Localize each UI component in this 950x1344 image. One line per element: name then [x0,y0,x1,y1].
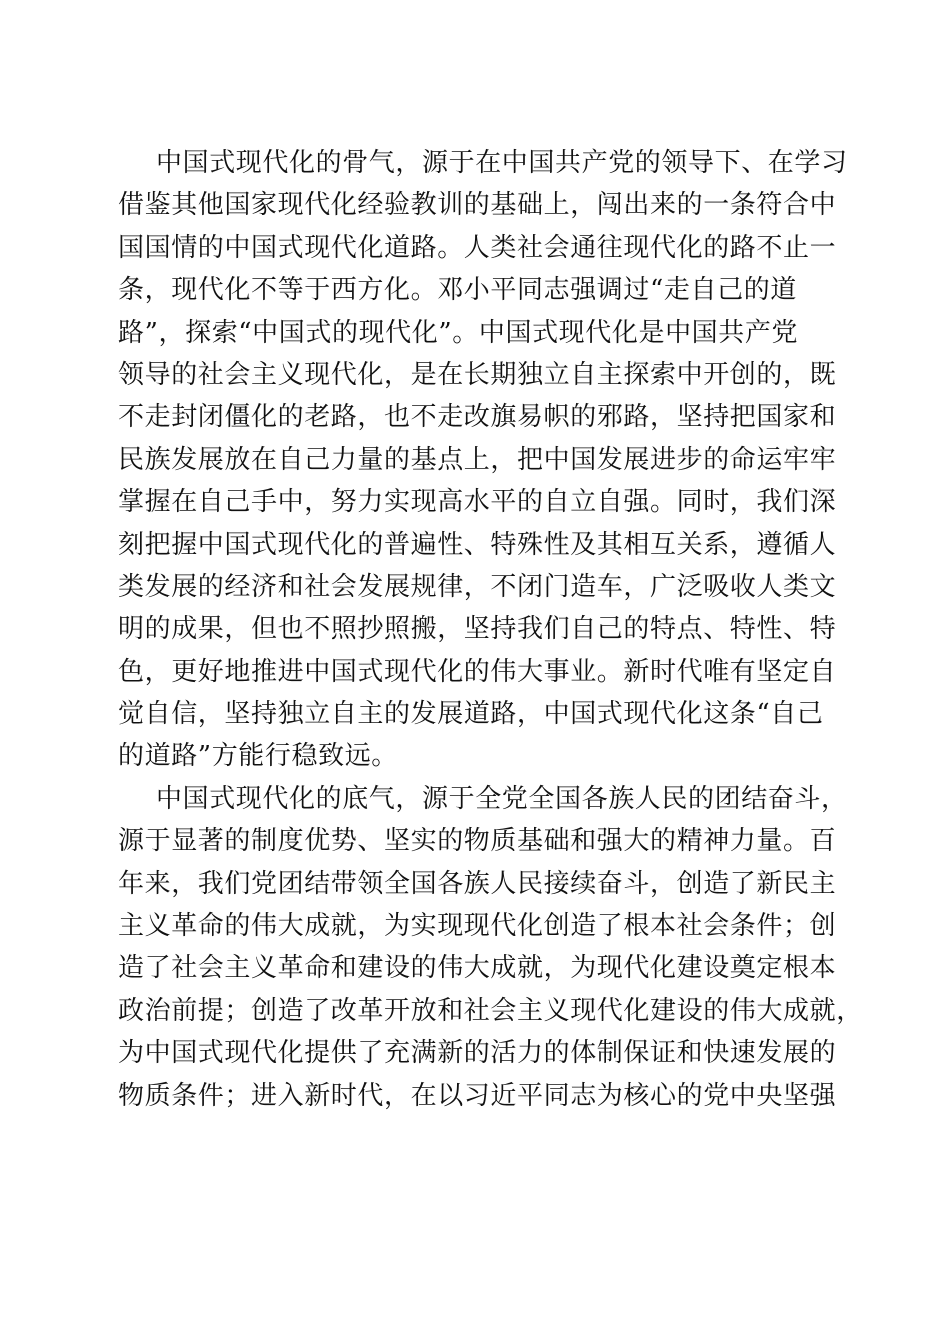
text-line: 明的成果，但也不照抄照搬，坚持我们自己的特点、特性、特 [118,614,837,645]
text-line: 物质条件；进入新时代，在以习近平同志为核心的党中央坚强 [118,1080,837,1111]
text-line: 领导的社会主义现代化，是在长期独立自主探索中开创的，既 [118,359,837,390]
text-line: 色，更好地推进中国式现代化的伟大事业。新时代唯有坚定自 [118,656,837,687]
text-line: 民族发展放在自己力量的基点上，把中国发展进步的命运牢牢 [118,444,837,475]
text-line: 中国式现代化的底气，源于全党全国各族人民的团结奋斗， [156,783,848,814]
text-line: 借鉴其他国家现代化经验教训的基础上，闯出来的一条符合中 [118,190,837,221]
text-line: 源于显著的制度优势、坚实的物质基础和强大的精神力量。百 [118,826,837,857]
text-line: 的道路”方能行稳致远。 [118,741,398,772]
text-line: 类发展的经济和社会发展规律，不闭门造车，广泛吸收人类文 [118,571,837,602]
body-text [118,142,863,1117]
text-line: 国国情的中国式现代化道路。人类社会通往现代化的路不止一 [118,232,837,263]
paragraph-1 [118,142,848,778]
text-line: 觉自信，坚持独立自主的发展道路，中国式现代化这条“自己 [118,699,824,730]
paragraph-2 [118,778,863,1117]
text-line: 主义革命的伟大成就，为实现现代化创造了根本社会条件；创 [118,911,837,942]
text-line: 政治前提；创造了改革开放和社会主义现代化建设的伟大成就， [118,995,863,1026]
text-line: 年来，我们党团结带领全国各族人民接续奋斗，创造了新民主 [118,868,837,899]
text-line: 条，现代化不等于西方化。邓小平同志强调过“走自己的道 [118,275,797,306]
text-line: 掌握在自己手中，努力实现高水平的自立自强。同时，我们深 [118,487,837,518]
text-line: 造了社会主义革命和建设的伟大成就，为现代化建设奠定根本 [118,953,837,984]
text-line: 刻把握中国式现代化的普遍性、特殊性及其相互关系，遵循人 [118,529,837,560]
text-line: 不走封闭僵化的老路，也不走改旗易帜的邪路，坚持把国家和 [118,402,837,433]
text-line: 路”，探索“中国式的现代化”。中国式现代化是中国共产党 [118,317,799,348]
text-line: 中国式现代化的骨气，源于在中国共产党的领导下、在学习 [156,148,848,178]
text-line: 为中国式现代化提供了充满新的活力的体制保证和快速发展的 [118,1038,837,1069]
